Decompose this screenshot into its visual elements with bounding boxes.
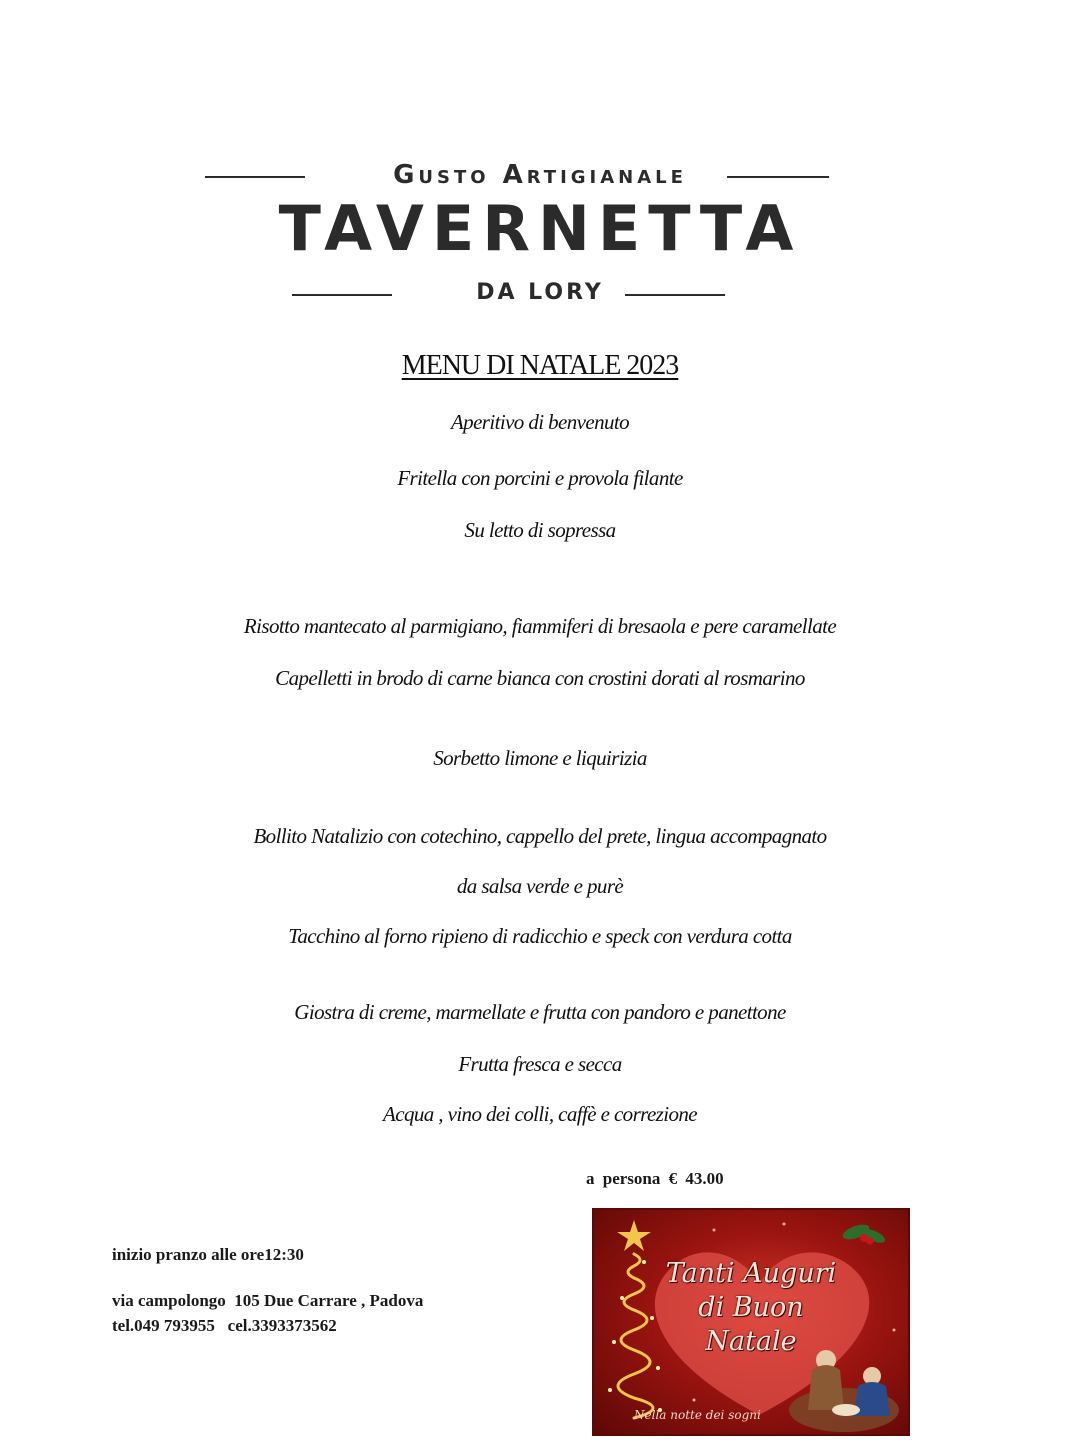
brand-subtitle: DA LORY xyxy=(476,280,604,305)
brand-name: TAVERNETTA xyxy=(278,192,802,265)
card-credit: Nella notte dei sogni xyxy=(634,1408,761,1422)
menu-item-capelletti: Capelletti in brodo di carne bianca con crostini dorati al rosmarino xyxy=(275,666,805,690)
menu-item-bollito: Bollito Natalizio con cotechino, cappello del prete, lingua accompagnato xyxy=(253,824,827,848)
card-greeting-line2: di Buon xyxy=(698,1292,804,1323)
christmas-greeting-card xyxy=(592,1208,910,1436)
holly-ornament-icon xyxy=(841,1222,887,1246)
menu-item-aperitivo: Aperitivo di benvenuto xyxy=(450,410,630,434)
menu-title xyxy=(0,350,1080,382)
menu-item-frutta: Frutta fresca e secca xyxy=(458,1052,622,1076)
menu-title-text: MENU DI NATALE 2023 xyxy=(401,350,679,381)
card-greeting-line1: Tanti Auguri xyxy=(665,1258,837,1289)
tree-star-icon xyxy=(617,1220,651,1251)
christmas-card-illustration xyxy=(594,1210,910,1436)
menu-item-bevande: Acqua , vino dei colli, caffè e correzione xyxy=(383,1102,697,1126)
menu-item-bollito-cont: da salsa verde e purè xyxy=(456,874,624,898)
menu-item-sorbetto: Sorbetto limone e liquirizia xyxy=(433,746,647,770)
menu-item-risotto: Risotto mantecato al parmigiano, fiammiferi di bresaola e pere caramellate xyxy=(243,614,837,638)
brand-tagline: Gusto Artigianale xyxy=(393,160,687,190)
card-greeting-line3: Natale xyxy=(705,1326,797,1357)
start-time: inizio pranzo alle ore12:30 xyxy=(112,1245,304,1264)
menu-item-sopressa: Su letto di sopressa xyxy=(464,518,616,542)
menu-item-giostra: Giostra di creme, marmellate e frutta con pandoro e panettone xyxy=(294,1000,786,1024)
address: via campolongo 105 Due Carrare , Padova xyxy=(112,1291,424,1310)
phone-numbers: tel.049 793955 cel.3393373562 xyxy=(112,1316,337,1335)
menu-item-fritella: Fritella con porcini e provola filante xyxy=(397,466,683,490)
price-per-person: a persona € 43.00 xyxy=(586,1169,724,1188)
menu-item-tacchino: Tacchino al forno ripieno di radicchio e speck con verdura cotta xyxy=(288,924,792,948)
